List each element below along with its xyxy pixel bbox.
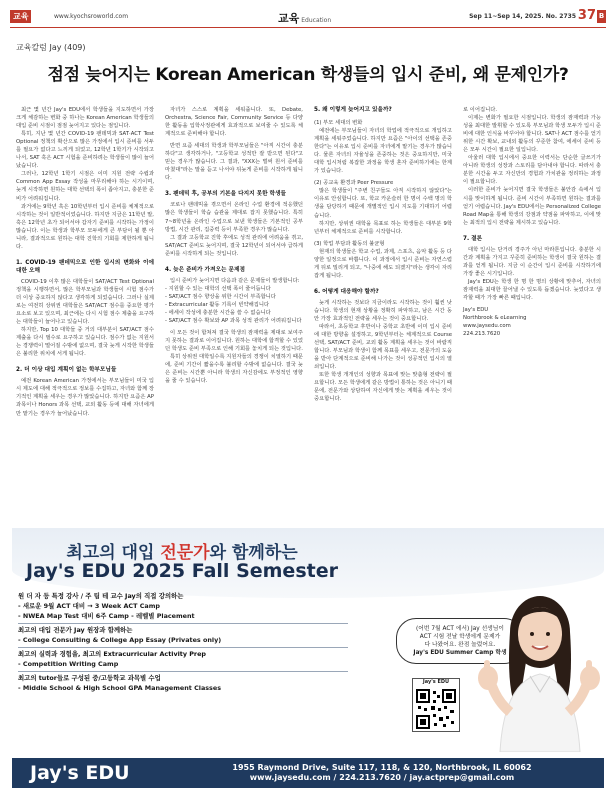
paragraph: 반면 요즘 세대의 학생과 학부모님들은 "아직 시간이 충분하다"고 생각하거나, "고등학교 성적만 잘 받으면 된다"고 믿는 경우가 많습니다. 그 결과, "XXX는 벌써 원서 준비를 마쳤대"라는 말을 듣고 나서야 뒤늦게 준비를 시작하게 됩니다. <box>165 143 303 182</box>
paragraph: 그러나, 12학년 1학기 시점은 이미 지원 전략 수립과 Common App Essay 작성을 마무리해야 하는 시기이며, 늦게 시작하면 원하는 대학 선택의 폭이 좁아지고, 충분한 준비가 어려워집니다. <box>16 171 154 202</box>
paragraph: 아울러 대학 입시에서 중요한 이력서는 단순한 글쓰기가 아니라 학생의 성장과 스토리를 담아내야 합니다. 따라서 충분한 시간을 두고 자신만의 경험과 가치관을 정리하는 과정이 필요합니다. <box>463 155 601 186</box>
ad-website-phone-email[interactable]: www.jaysedu.com / 224.213.7620 / jay.actprep@gmail.com <box>249 773 515 782</box>
paragraph: 예전 Korean American 가정에서는 부모님들이 미국 입시 제도에 대해 적극적으로 정보를 수집하고, 자녀와 함께 장기적인 계획을 세우는 경우가 많았습니다. 하지만 요즘은 AP 과목이나 Honors 과목 선택, 교외 활동 등에 대해 자녀에게만 맡기는 경우가 늘어났습니다. <box>16 378 154 417</box>
author-phone: 224.213.7620 <box>463 331 501 338</box>
section-en: Education <box>301 17 332 24</box>
program-item: - NWEA Map Test 대비 6주 Camp - 레벨별 Placement <box>18 612 195 620</box>
paragraph: 로 이어집니다. <box>463 107 498 113</box>
section-heading: 4. 늦은 준비가 가져오는 문제점 <box>165 266 245 273</box>
ad-tagline-part: 와 함께하는 <box>209 543 298 563</box>
paragraph: 코로나 팬데믹을 겪으면서 온라인 수업 환경에 적응했던 많은 학생들이 학습 습관을 제대로 잡지 못했습니다. 특히 7~8학년을 온라인 수업으로 보낸 학생들은 기본적인 공부 방법, 시간 관리, 집중력 등이 부족한 경우가 많습니다. <box>165 202 303 233</box>
qr-code-icon <box>413 686 459 732</box>
testimonial-line: 다 나왔어요. 완점 놀렀어요. <box>424 642 496 648</box>
paragraph: 늦게 시작하는 것보다 지금이라도 시작하는 것이 훨씬 낫습니다. 학생의 현재 상황을 정확히 파악하고, 남은 시간 동안 가장 효과적인 전략을 세우는 것이 중요합니다. <box>314 299 452 322</box>
bullet-item: - 지원할 수 있는 대학의 선택 폭이 줄어듭니다 <box>165 285 271 292</box>
paragraph: Jay's EDU는 학생 한 명 한 명의 상황에 맞추어, 자녀의 잠재력을 최대한 끌어낼 수 있도록 돕겠습니다. 늦었다고 생각할 때가 가장 빠른 때입니다. <box>463 278 601 301</box>
testimonial-line: ACT 시험 전날 학생에게 문제가 <box>419 634 501 640</box>
section-heading: 6. 어떻게 대응해야 할까? <box>314 288 379 295</box>
paragraph: 그 결과 고등학교 진학 후에도 성적 관리에 어려움을 겪고, SAT/ACT 준비도 늦어지며, 결국 12학년이 되어서야 급하게 준비를 시작하게 되는 것입니다. <box>165 234 303 257</box>
program-heading: 최고의 대입 전문가 Jay 원장과 함께하는 <box>18 626 133 634</box>
section-title <box>278 10 331 26</box>
section-heading: 7. 결론 <box>463 235 483 242</box>
author-location: Northbrook & eLearning <box>463 315 527 322</box>
paragraph: 자녀가 스스로 계획을 세워줍니다. 또, Debate, Orchestra, Science Fair, Community Service 등 다양한 활동을 입학사정관에게 효과적으로 보여줄 수 있도록 체계적으로 준비해야 합니다. <box>165 107 303 138</box>
paragraph: 또한 학생 개개인의 성향과 목표에 맞는 맞춤형 전략이 필요합니다. 모든 학생에게 같은 방법이 통하는 것은 아니기 때문에, 전문가와 상담하여 자신에게 맞는 계획을 세우는 것이 중요합니다. <box>314 372 452 403</box>
section-heading: 5. 왜 이렇게 늦어지고 있을까? <box>314 107 392 113</box>
section-heading: 2. 더 이상 대입 계획이 없는 학부모님들 <box>16 367 117 374</box>
headline: 점점 늦어지는 Korean American 학생들의 입시 준비, 왜 문제인가? <box>47 65 569 85</box>
paragraph: 많은 학생들이 "주변 친구들도 아직 시작하지 않았다"는 이유로 안심합니다. 또, 학교 카운슬러 한 명이 수백 명의 학생을 담당하기 때문에 개별적인 입시 지도를 기대하기 어렵습니다. <box>314 188 452 219</box>
section-heading: 1. COVID-19 팬데믹으로 인한 입시의 변화와 이에 대한 오해 <box>16 259 154 274</box>
qr-caption: Jay's EDU <box>422 679 450 685</box>
program-item: - Competition Writing Camp <box>18 660 119 668</box>
page-header <box>10 8 606 28</box>
program-heading: 최고의 tutor들로 구성된 중/고등학교 과목별 수업 <box>18 674 161 682</box>
article-column-4 <box>463 106 601 338</box>
paragraph: 대학 입시는 단거리 경주가 아닌 마라톤입니다. 충분한 시간과 계획을 가지고 꾸준히 준비하는 학생이 결국 원하는 결과를 얻게 됩니다. 지금 이 순간이 입시 준비를 시작하기에 가장 좋은 시기입니다. <box>463 246 601 277</box>
issue-date: Sep 11~Sep 14, 2025. No. 2735 <box>469 13 576 20</box>
paragraph: 이 모든 것이 합쳐져 결국 학생의 잠재력을 제대로 보여주지 못하는 결과로 이어집니다. 원하는 대학에 합격할 수 있었던 학생도 준비 부족으로 인해 기회를 놓치게 되는 것입니다. <box>165 330 303 353</box>
bullet-item: - Extracurricular 활동 기록이 빈약해집니다 <box>165 301 270 308</box>
program-list <box>18 590 348 693</box>
program-item: - College Consulting & College App Essay (Privates only) <box>18 636 222 644</box>
paragraph: 이제는 변화가 필요한 시점입니다. 학생의 잠재력과 가능성을 최대한 발휘할 수 있도록 부모님과 학생 모두가 입시 준비에 대한 인식을 바꾸어야 합니다. SAT나 ACT 점수를 얻기 위한 시간 확보, 교내외 활동의 꾸준한 참여, 에세이 준비 등은 모두 시간이 필요한 일입니다. <box>463 115 601 154</box>
divider <box>18 647 348 648</box>
subheading: (1) 부모 세대의 변화 <box>314 120 363 126</box>
paragraph: 입시 준비가 늦어지면 다음과 같은 문제들이 발생합니다: <box>170 277 300 284</box>
program-heading: 최고의 실력과 경험을, 최고의 Extracurricular Activity Prep <box>18 650 206 658</box>
page-number: 37 <box>577 8 596 23</box>
testimonial-line: (어번 7월 ACT 에서) Jay 선생님이 <box>416 626 504 632</box>
paragraph: 이러한 준비가 늦어지면 결국 학생들은 불안감 속에서 입시를 맞이하게 됩니다. 준비 시간이 부족하면 원하는 결과를 얻기 어렵습니다. Jay's EDU에서는 Personalized College Road Map을 통해 학생의 강점과 약점을 파악하고, 이에 맞는 최적의 입시 전략을 제시하고 있습니다. <box>463 187 601 226</box>
ad-tagline-part: 최고의 대입 <box>66 543 161 563</box>
subheading: (3) 학업 부담과 활동의 불균형 <box>314 240 385 247</box>
paragraph: 과거에는 9학년 혹은 10학년부터 입시 준비를 체계적으로 시작하는 것이 일반적이었습니다. 하지만 지금은 11학년 말, 혹은 12학년 초가 되어서야 갑자기 준비를 시작하는 가정이 많습니다. 이는 학생과 학부모 모두에게 큰 부담이 될 뿐 아니라, 결과적으로 원하는 대학 진학의 기회를 제한하게 됩니다. <box>16 203 154 250</box>
newspaper-logo: 교육 <box>10 10 31 23</box>
paragraph: 현재의 학생들은 학교 수업, 과제, 스포츠, 음악 활동 등 다양한 일정으로 바쁩니다. 이 과정에서 입시 준비는 자연스럽게 뒤로 밀리게 되고, "나중에 해도 되겠지"라는 생각이 자리잡게 됩니다. <box>314 248 452 279</box>
testimonial-author: Jay's EDU Summer Camp 학생 <box>413 650 507 656</box>
ad-tagline-highlight: 전문가 <box>160 543 210 563</box>
divider <box>18 671 348 672</box>
page-section-letter: B <box>597 10 606 23</box>
paragraph: COVID-19 이후 많은 대학들이 SAT/ACT Test Optional 정책을 시행하면서, 많은 학부모님과 학생들이 시험 점수가 더 이상 중요하지 않다고 생각하게 되었습니다. 그러나 실제로는 여전히 상위권 대학들은 SAT/ACT 점수를 중요한 평가 요소로 보고 있으며, 최근에는 다시 시험 점수 제출을 요구하는 대학들이 늘어나고 있습니다. <box>16 278 154 326</box>
paragraph: 최근 몇 년간 Jay's EDU에서 학생들을 지도하면서 가장 크게 체감하는 변화 중 하나는 Korean American 학생들의 대입 준비 시점이 점점 늦어지고 있다는 점입니다. <box>16 107 154 130</box>
section-heading: 3. 팬데믹 후, 공부의 기본을 다지지 못한 학생들 <box>165 191 287 198</box>
paragraph: 하지만, 상위권 대학을 목표로 하는 학생들은 대부분 9학년부터 체계적으로 준비를 시작합니다. <box>314 220 452 235</box>
ad-brand: Jay's EDU <box>30 762 130 784</box>
paragraph: 특히 상위권 대학일수록 지원자들의 경쟁이 치열하기 때문에, 준비 기간이 짧을수록 불리할 수밖에 없습니다. 결국 늦은 준비는 시간뿐 아니라 학생의 자신감에도 부정적인 영향을 줄 수 있습니다. <box>165 354 303 385</box>
paragraph: 하지만, Top 10 대학들 중 거의 대부분이 SAT/ACT 점수 제출을 다시 필수로 요구하고 있습니다. 점수가 없는 지원서는 경쟁력이 떨어질 수밖에 없으며, 결국 늦게 시작한 학생들은 불리한 위치에 서게 됩니다. <box>16 327 154 358</box>
qr-code[interactable] <box>412 678 460 732</box>
article-column-2 <box>165 106 303 385</box>
paragraph: 따라서, 초등학교 후반이나 중학교 초반에 이미 입시 준비에 대한 방향을 설정하고, 9학년부터는 체계적으로 Course 선택, SAT/ACT 준비, 교외 활동 계획을 세우는 것이 바람직합니다. 부모님과 학생이 함께 목표를 세우고, 전문가의 도움을 받아 단계적으로 준비해 나가는 것이 성공적인 입시의 열쇠입니다. <box>314 324 452 371</box>
ad-title: Jay's EDU 2025 Fall Semester <box>26 560 338 582</box>
ad-address: 1955 Raymond Drive, Suite 117, 118, & 120, Northbrook, IL 60062 <box>232 763 532 772</box>
ad-contact <box>162 763 602 783</box>
author-website[interactable]: www.jaysedu.com <box>463 323 511 330</box>
bullet-item: - SAT/ACT 점수 확보와 AP 과목 성적 관리가 어려워집니다 <box>165 317 302 324</box>
paragraph: 예전에는 부모님들이 자녀의 학업에 적극적으로 개입하고 계획을 세워주었습니다. 하지만 요즘은 "아이의 선택을 존중한다"는 이유로 입시 준비를 자녀에게 맡기는 경우가 많습니다. 물론 자녀의 자율성을 존중하는 것은 중요하지만, 미국 대학 입시처럼 복잡한 과정을 학생 혼자 준비하기에는 한계가 있습니다. <box>314 128 452 175</box>
bullet-item: - 에세이 작성에 충분한 시간을 쓸 수 없습니다 <box>165 309 271 316</box>
ad-footer <box>12 758 604 788</box>
subheading: (2) 공교육 환경과 Peer Pressure <box>314 180 394 187</box>
article-column-3 <box>314 106 452 404</box>
bullet-item: - SAT/ACT 점수 향상을 위한 시간이 부족합니다 <box>165 293 276 300</box>
site-url[interactable]: www.kyochsroworld.com <box>54 13 129 20</box>
program-item: - Middle School & High School GPA Management Classes <box>18 684 222 692</box>
author-name: Jay's EDU <box>463 307 489 314</box>
section-ko: 교육 <box>278 12 300 25</box>
column-series: 교육칼럼 Jay (409) <box>16 43 86 52</box>
advertisement <box>12 528 604 790</box>
program-heading: 원 더 자 등 특정 강사 / 주 팀 테 교수 Jay의 직접 강의하는 <box>18 592 184 600</box>
paragraph: 특히, 지난 몇 년간 COVID-19 팬데믹과 SAT·ACT Test Optional 정책의 확산으로 많은 가정에서 입시 준비를 서두를 필요가 없다고 느끼게 되었고, 12학년 1학기가 시작되고 나서, SAT 혹은 ACT 시험을 준비하려는 학생들이 많이 늘어났습니다. <box>16 131 154 170</box>
student-illustration <box>470 582 604 752</box>
program-item: - 새로운 9월 ACT 대비 → 3 Week ACT Camp <box>18 602 160 610</box>
divider <box>18 623 348 624</box>
article-column-1 <box>16 106 154 418</box>
